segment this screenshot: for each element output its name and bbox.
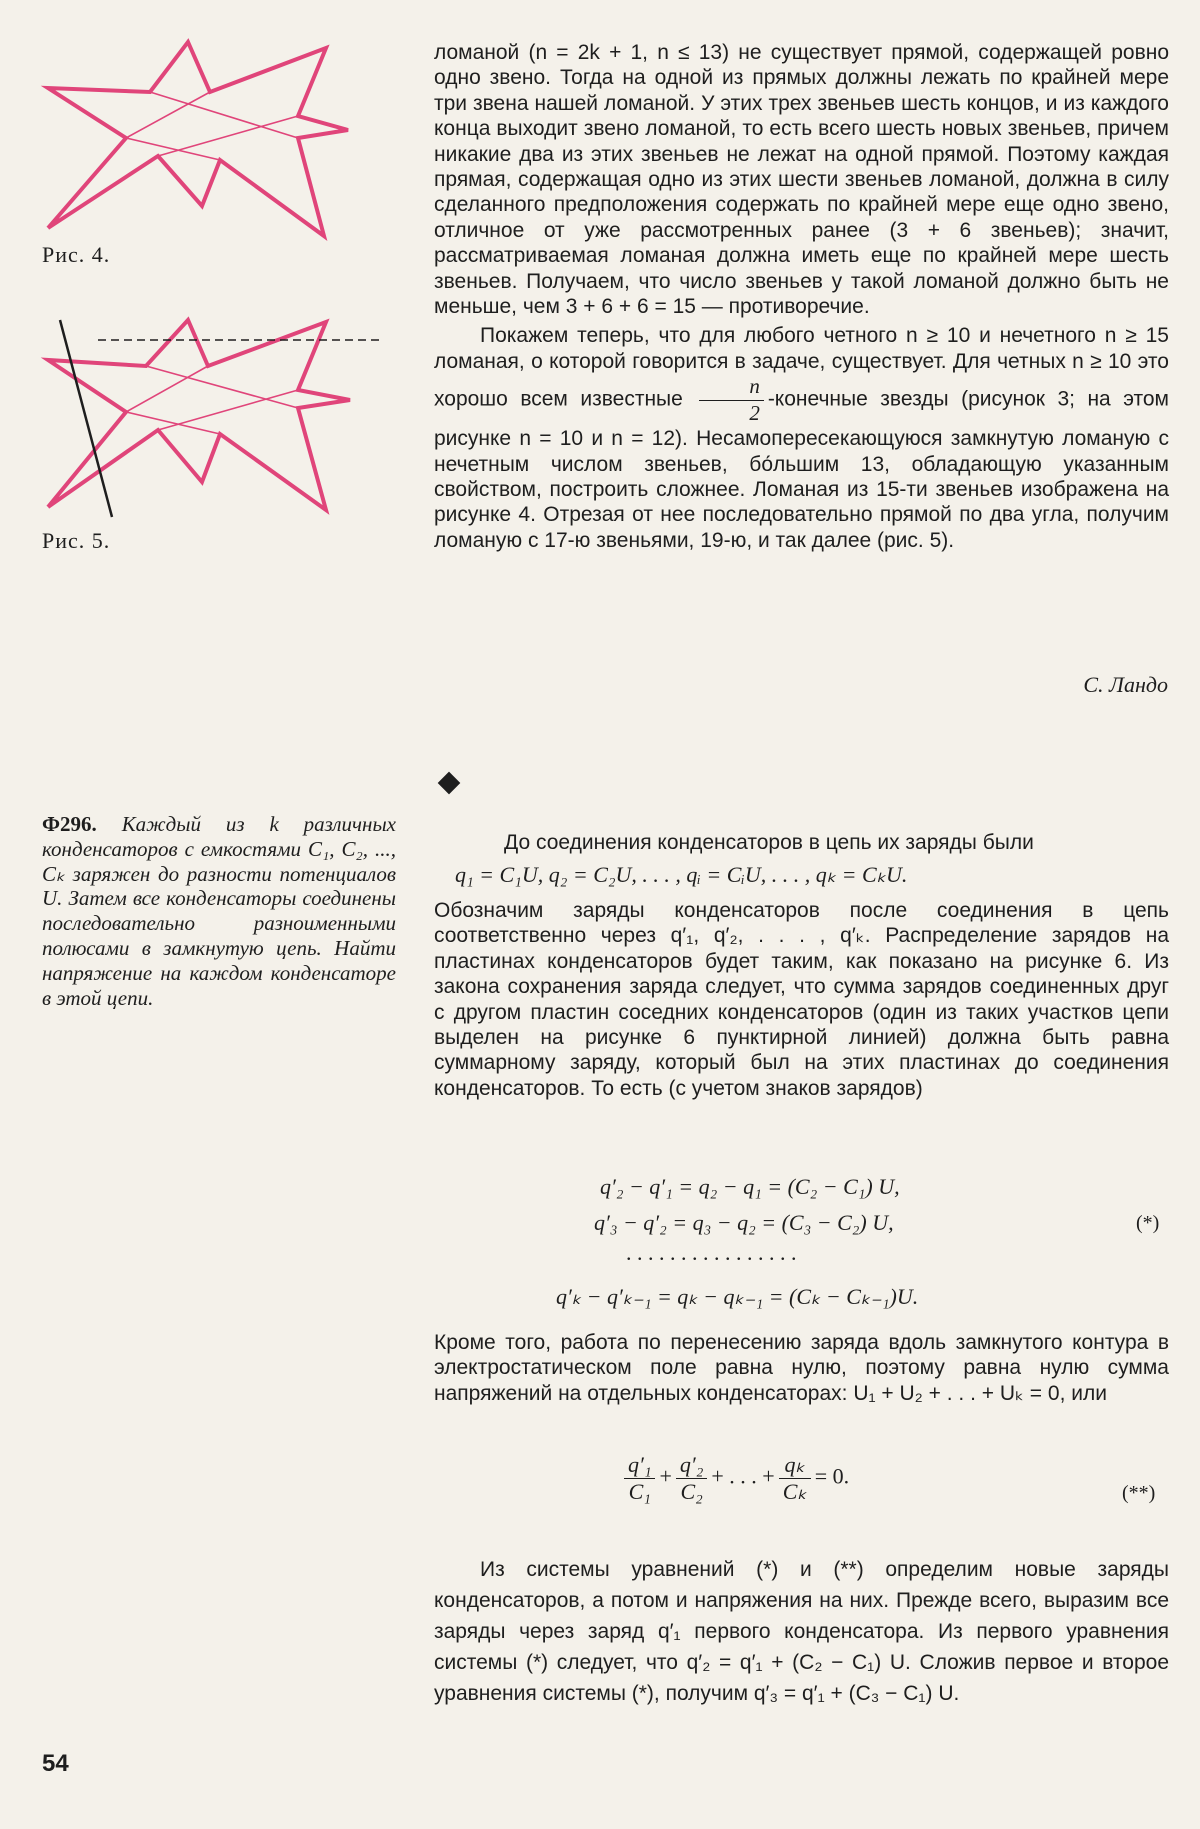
paragraph-1: ломаной (n = 2k + 1, n ≤ 13) не существует прямой, содержащей ровно одно звено. Тогда на одной из прямых должны лежать по крайней мере три звена нашей ломаной. У этих трех звеньев шесть концов, и из каждого конца выходит звено ломаной, то есть всего шесть новых звеньев, причем никакие два из этих звеньев не лежат на одной прямой. Поэтому каждая прямая, содержащая одно из этих шести звеньев ломаной, должна в силу сделанного предположения содержать по крайней мере еще одно звено, отличное от уже рассмотренных ранее (3 + 6 звеньев); значит, рассматриваемая ломаная должна иметь еще по крайней мере шесть звеньев. Получаем, что число звеньев у такой ломаной должно быть не меньше, чем 3 + 6 + 6 = 15 — противоречие.	[434, 41, 1169, 319]
fig5-caption: Рис. 5.	[42, 528, 111, 553]
frac3-numerator: qₖ	[779, 1452, 811, 1479]
equation-dots: . . . . . . . . . . . . . . . .	[626, 1240, 797, 1265]
fig4-caption: Рис. 4.	[42, 242, 111, 267]
paragraph-2	[434, 323, 1169, 553]
solution-paragraph-2	[434, 898, 1169, 1101]
problem-statement	[42, 812, 396, 1010]
section-divider-diamond-icon	[438, 772, 461, 795]
solution-intro	[434, 830, 1169, 855]
equation-tag-star: (*)	[1136, 1212, 1160, 1234]
cut-line-solid	[60, 320, 112, 517]
equation-tag-double-star: (**)	[1122, 1482, 1156, 1504]
frac1-numerator: q′₁	[624, 1452, 655, 1479]
page-number: 54	[42, 1750, 69, 1777]
figure-5	[40, 312, 380, 527]
voltage-sum-equation	[620, 1452, 849, 1505]
plus-sign: +	[659, 1463, 672, 1489]
solution-sentence-4: Из системы уравнений (*) и (**) определим новые заряды конденсаторов, а потом и напряжения на них. Прежде всего, выразим все заряды через заряд q′₁ первого конденсатора. Из первого уравнения системы (*) следует, что q′₂ = q′₁ + (C₂ − C₁) U. Сложив первое и второе уравнения системы (*), получим q′₃ = q′₁ + (C₃ − C₁) U.	[434, 1558, 1169, 1705]
frac1-denominator: C₁	[628, 1479, 651, 1504]
fraction-denominator: 2	[749, 400, 760, 425]
fig5-polyline	[48, 320, 350, 510]
frac2-denominator: C₂	[680, 1479, 703, 1504]
proof-text	[434, 40, 1169, 553]
plus-dots: + . . . +	[711, 1463, 775, 1489]
equation-line-1: q′₂ − q′₁ = q₂ − q₁ = (C₂ − C₁) U,	[600, 1174, 900, 1199]
frac2-numerator: q′₂	[676, 1452, 707, 1479]
equals-zero: = 0.	[814, 1463, 850, 1489]
solution-sentence-1: До соединения конденсаторов в цепь их заряды были	[504, 831, 1034, 854]
solution-sentence-2: Обозначим заряды конденсаторов после соединения в цепь соответственно через q′₁, q′₂, . . . , q′ₖ. Распределение зарядов на пластинах конденсаторов будет таким, как показано на рисунке 6. Из закона сохранения заряда следует, что сумма зарядов соединенных друг с другом пластин соседних конденсаторов (один из таких участков цепи выделен на рисунке 6 пунктирной линией) должна быть равна суммарному заряду, который был на этих пластинах до соединения конденсаторов. То есть (с учетом знаков зарядов)	[434, 899, 1169, 1100]
author-signature: С. Ландо	[1083, 672, 1168, 697]
fraction-numerator: n	[699, 374, 764, 400]
equation-line-3: q′ₖ − q′ₖ₋₁ = qₖ − qₖ₋₁ = (Cₖ − Cₖ₋₁)U.	[556, 1284, 919, 1309]
problem-text: Каждый из k различных конденсаторов с емкостями C₁, C₂, ..., Cₖ заряжен до разности потенциалов U. Затем все конденсаторы соединены последовательно разноименными полюсами в замкнутую цепь. Найти напряжение на каждом конденсаторе в этой цепи.	[42, 812, 396, 1010]
frac3-denominator: Cₖ	[782, 1479, 807, 1504]
solution-sentence-3: Кроме того, работа по перенесению заряда вдоль замкнутого контура в электростатическом поле равна нулю, поэтому равна нулю сумма напряжений на отдельных конденсаторах: U₁ + U₂ + . . . + Uₖ = 0, или	[434, 1331, 1169, 1405]
fig4-polyline	[48, 42, 348, 236]
paragraph-2-part-a: Покажем теперь, что для любого четного n ≥ 10 и нечетного n ≥ 15 ломаная, о которой говорится в задаче, существует. Для четных n ≥ 10 это хорошо всем известные	[434, 324, 1169, 411]
n-over-2-fraction	[699, 374, 764, 426]
figure-4	[40, 30, 370, 250]
problem-number: Ф296.	[42, 812, 97, 836]
equation-line-2: q′₃ − q′₂ = q₃ − q₂ = (C₃ − C₂) U,	[594, 1210, 894, 1235]
initial-charges-formula: q₁ = C₁U, q₂ = C₂U, . . . , qᵢ = CᵢU, . . . , qₖ = CₖU.	[455, 862, 908, 887]
solution-paragraph-3	[434, 1330, 1169, 1406]
paragraph-2-part-b: -конечные звезды (рисунок 3; на этом рисунке n = 10 и n = 12). Несамопересекающуюся замкнутую ломаную с нечетным числом звеньев, бо́льшим 13, обладающую указанным свойством, построить сложнее. Ломаная из 15-ти звеньев изображена на рисунке 4. Отрезая от нее последовательно прямой по два угла, получим ломаную с 17-ю звеньями, 19-ю, и так далее (рис. 5).	[434, 387, 1169, 552]
solution-paragraph-4	[434, 1554, 1169, 1709]
